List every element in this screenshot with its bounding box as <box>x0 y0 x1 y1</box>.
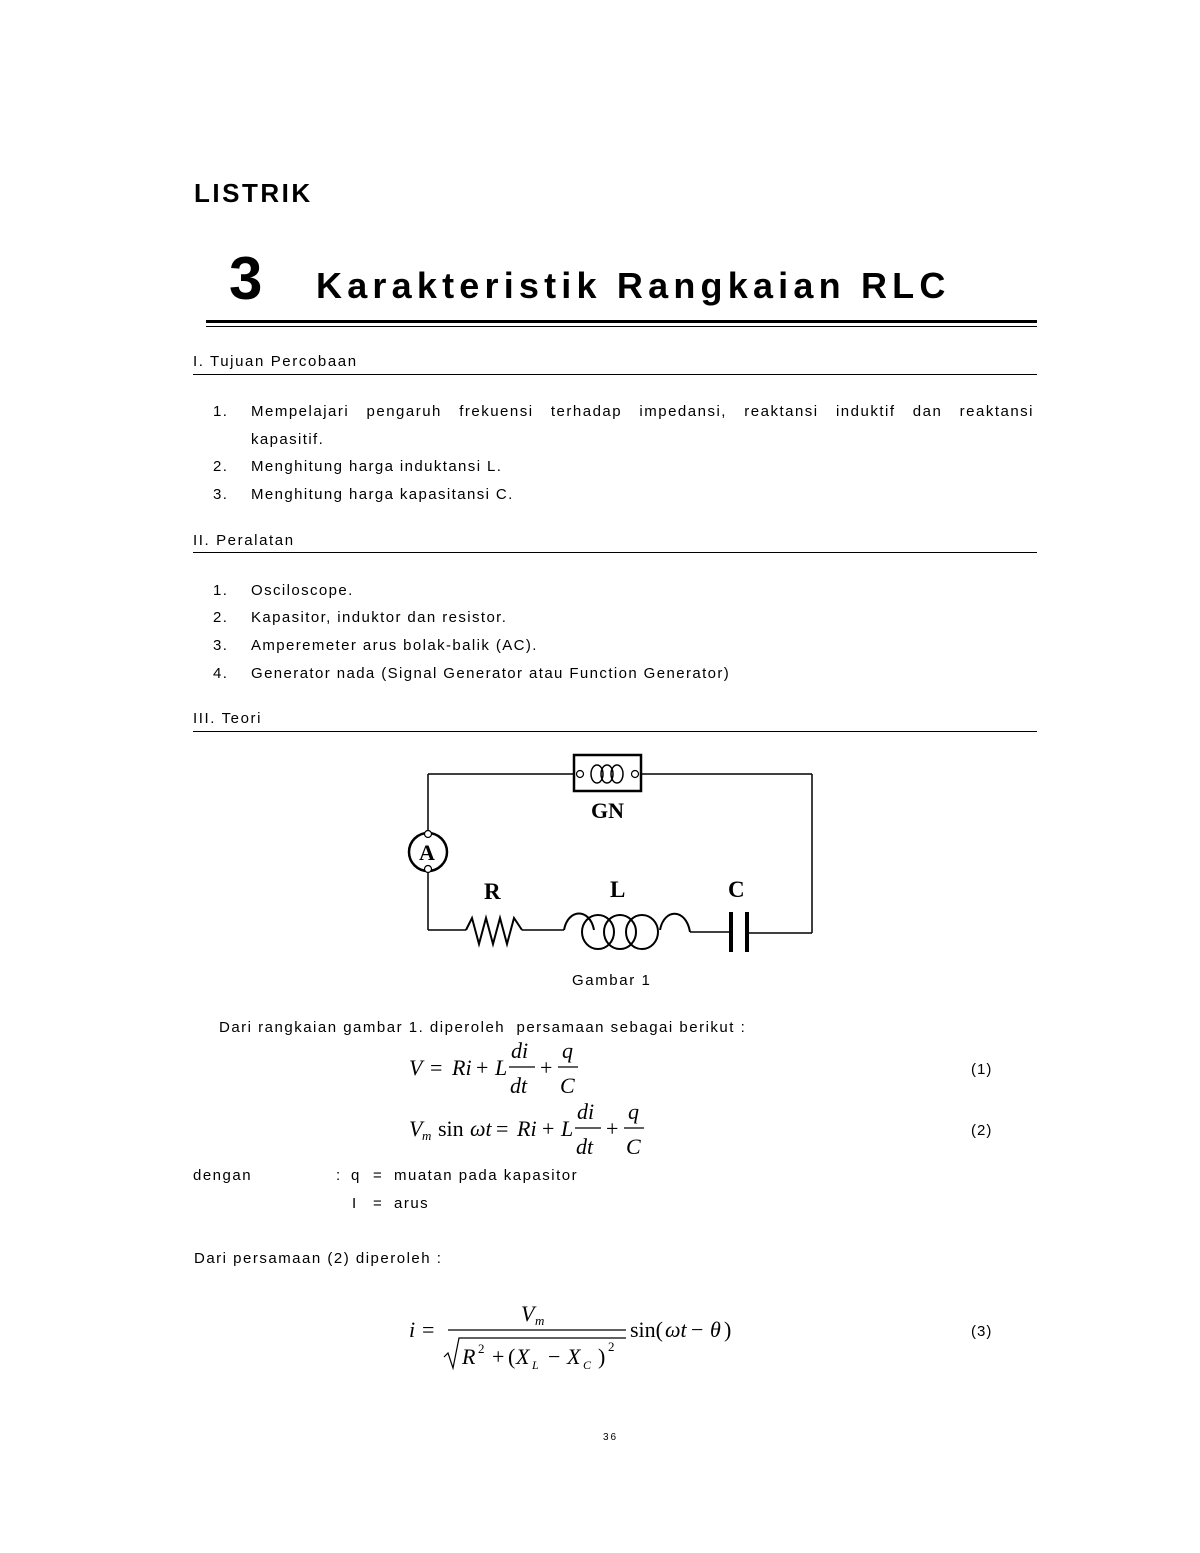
ammeter-label: A <box>419 840 435 865</box>
svg-text:): ) <box>598 1344 606 1369</box>
svg-text:=: = <box>496 1116 509 1141</box>
list-item-number: 2. <box>213 458 229 475</box>
list-item-number: 1. <box>213 582 229 599</box>
list-item: Menghitung harga kapasitansi C. <box>251 486 514 503</box>
generator-symbol <box>574 755 641 791</box>
definition-i-text: arus <box>394 1195 430 1212</box>
resistor-label: R <box>484 879 501 904</box>
svg-text:+: + <box>542 1116 555 1141</box>
equation-1 <box>400 1038 600 1098</box>
svg-text:di: di <box>511 1038 529 1063</box>
svg-text:sin: sin <box>438 1116 464 1141</box>
derivation-paragraph: Dari persamaan (2) diperoleh : <box>194 1250 443 1267</box>
svg-text:q: q <box>562 1038 573 1063</box>
definition-q-text: muatan pada kapasitor <box>394 1167 579 1184</box>
svg-text:=: = <box>430 1055 443 1080</box>
svg-text:X: X <box>567 1344 581 1369</box>
list-item-continuation: kapasitif. <box>251 431 325 448</box>
list-item-number: 3. <box>213 637 229 654</box>
svg-text:X: X <box>516 1344 530 1369</box>
svg-text:−: − <box>691 1317 704 1342</box>
list-item: Amperemeter arus bolak-balik (AC). <box>251 637 538 654</box>
inductor-symbol <box>564 914 690 950</box>
svg-text:m: m <box>422 1128 432 1143</box>
equation-2-number: (2) <box>971 1122 993 1139</box>
list-item-number: 1. <box>213 403 229 420</box>
svg-text:di: di <box>577 1099 595 1124</box>
equation-3-number: (3) <box>971 1323 993 1340</box>
svg-text:θ: θ <box>710 1317 721 1342</box>
svg-text:R: R <box>462 1344 476 1369</box>
svg-text:+: + <box>540 1055 553 1080</box>
svg-text:m: m <box>535 1313 545 1328</box>
definition-q-equals: = <box>373 1167 382 1184</box>
svg-text:): ) <box>724 1317 732 1342</box>
list-item-number: 3. <box>213 486 229 503</box>
svg-text:q: q <box>628 1099 639 1124</box>
figure-caption: Gambar 1 <box>572 972 652 989</box>
svg-text:V: V <box>409 1055 423 1080</box>
chapter-title: Karakteristik Rangkaian RLC <box>316 265 951 306</box>
svg-text:−: − <box>548 1344 561 1369</box>
svg-text:C: C <box>583 1358 592 1372</box>
list-item: Kapasitor, induktor dan resistor. <box>251 609 508 626</box>
capacitor-label: C <box>728 877 745 902</box>
equation-1-number: (1) <box>971 1061 993 1078</box>
svg-text:+: + <box>606 1116 619 1141</box>
equation-3 <box>400 1296 750 1376</box>
list-item: Menghitung harga induktansi L. <box>251 458 503 475</box>
svg-text:+: + <box>476 1055 489 1080</box>
intro-paragraph: Dari rangkaian gambar 1. diperoleh persamaan sebagai berikut : <box>219 1019 747 1036</box>
svg-text:Ri: Ri <box>517 1116 537 1141</box>
svg-text:Ri: Ri <box>452 1055 472 1080</box>
section2-heading: II. Peralatan <box>193 532 295 549</box>
svg-text:L: L <box>532 1358 539 1372</box>
svg-text:C: C <box>560 1073 575 1098</box>
svg-text:dt: dt <box>576 1134 594 1159</box>
svg-text:2: 2 <box>478 1341 485 1356</box>
svg-text:+: + <box>492 1344 505 1369</box>
chapter-number: 3 <box>229 245 263 312</box>
inductor-label: L <box>610 877 626 902</box>
svg-text:(: ( <box>508 1344 516 1369</box>
svg-text:2: 2 <box>608 1339 615 1354</box>
definition-i-symbol: I <box>352 1195 357 1212</box>
list-item: Osciloscope. <box>251 582 354 599</box>
subject-heading: LISTRIK <box>194 178 313 208</box>
page-number: 36 <box>603 1432 619 1443</box>
section1-heading: I. Tujuan Percobaan <box>193 353 358 370</box>
resistor-symbol <box>466 918 522 944</box>
list-item: Mempelajari pengaruh frekuensi terhadap impedansi, reaktansi induktif dan reaktansi <box>251 403 1034 420</box>
definition-i-equals: = <box>373 1195 382 1212</box>
definition-q-symbol: q <box>351 1167 360 1184</box>
definitions-colon: : <box>336 1167 341 1184</box>
section3-heading: III. Teori <box>193 710 263 727</box>
equation-2 <box>400 1098 660 1160</box>
svg-text:=: = <box>422 1317 435 1342</box>
svg-text:L: L <box>495 1055 508 1080</box>
svg-text:V: V <box>409 1116 423 1141</box>
svg-text:L: L <box>561 1116 574 1141</box>
definitions-label: dengan <box>193 1167 253 1184</box>
svg-text:C: C <box>626 1134 641 1159</box>
list-item: Generator nada (Signal Generator atau Function Generator) <box>251 665 731 682</box>
svg-text:dt: dt <box>510 1073 528 1098</box>
list-item-number: 4. <box>213 665 229 682</box>
svg-text:i: i <box>409 1317 416 1342</box>
svg-text:ωt: ωt <box>665 1317 687 1342</box>
svg-text:sin(: sin( <box>630 1317 663 1342</box>
capacitor-symbol <box>731 912 747 952</box>
svg-text:ωt: ωt <box>470 1116 492 1141</box>
list-item-number: 2. <box>213 609 229 626</box>
svg-text:V: V <box>521 1301 535 1326</box>
generator-label: GN <box>591 798 624 823</box>
